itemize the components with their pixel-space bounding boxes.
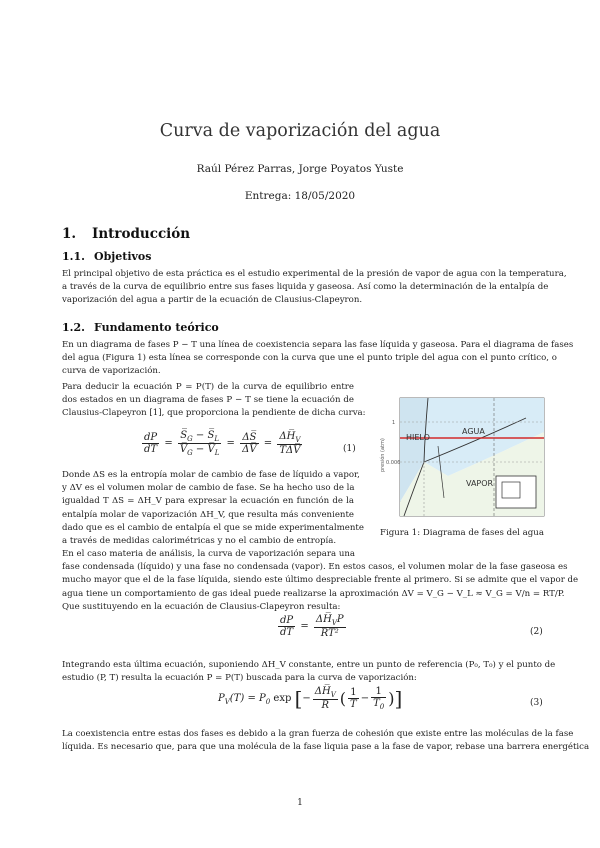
text-line: En un diagrama de fases P − T una línea de coexistencia separa las fase líquida y gaseosa. Para el diagrama de fases (62, 340, 574, 350)
subsection-title: Objetivos (94, 250, 152, 263)
label-agua: AGUA (462, 427, 485, 436)
label-vapor: VAPOR (466, 479, 494, 488)
integracion-paragraph (62, 659, 556, 685)
text-line: del agua (Figura 1) esta línea se corresponde con la curva que une el punto triple del agua con el punto crítico, o (62, 353, 557, 364)
text-line: igualdad T ΔS = ΔH_V para expresar la ecuación en función de la (62, 496, 354, 507)
y-axis-label: presión (atm) (380, 438, 386, 472)
section-number: 1. (62, 226, 77, 242)
text-line: dos estados en un diagrama de fases P − T se tiene la ecuación de (62, 395, 354, 406)
paper-title: Curva de vaporización del agua (159, 121, 441, 141)
text-line: agua tiene un comportamiento de gas ideal puede realizarse la aproximación ΔV = V_G − V_L ≈ V_G = V/n = RT/P. (62, 588, 565, 599)
subsection-heading-objetivos (62, 250, 151, 263)
text-line: mucho mayor que el de la fase líquida, siendo este último despreciable frente al primero. Si se admite que el vapor de (62, 575, 579, 586)
text-line: vaporización del agua a partir de la ecuación de Clausius-Clapeyron. (62, 295, 363, 306)
equation-ideal-gas-form: $\frac{dP}{dT}$ = $\frac{\Delta H̅_VP}{\text{RT²}}$ (280, 614, 344, 639)
paper-authors: Raúl Pérez Parras, Jorge Poyatos Yuste (196, 163, 404, 175)
text-line: y ΔV es el volumen molar de cambio de fase. Se ha hecho uso de la (62, 483, 355, 494)
text-line: Para deducir la ecuación P = P(T) de la curva de equilibrio entre (62, 382, 354, 392)
tick-label-top: 1 (392, 420, 396, 426)
tick-label-mid: 0.006 (386, 460, 401, 466)
page-number: 1 (297, 798, 303, 808)
equation-number: (1) (343, 444, 356, 454)
equation-vapor-pressure: $P_V(T) = P_0$ exp [− $\frac{\Delta H̅_V}{R}$ ( $\frac{1}{T}$ − $\frac{1}{T_0}$ )] (218, 686, 403, 711)
deduce-paragraph (62, 381, 366, 421)
intro-paragraph (62, 339, 574, 379)
text-line: Clausius-Clapeyron [1], que proporciona la pendiente de dicha curva: (62, 408, 366, 419)
text-line: En el caso materia de análisis, la curva de vaporización separa una (62, 549, 356, 559)
text-line: a través de medidas calorimétricas y no el cambio de entropía. (62, 536, 337, 547)
text-line: estudio (P, T) resulta la ecuación P = P(T) buscada para la curva de vaporización: (62, 673, 417, 684)
subsection-title: Fundamento teórico (94, 321, 219, 334)
subsection-heading-fundamento (62, 321, 219, 334)
text-line: Integrando esta última ecuación, suponiendo ΔH_V constante, entre un punto de referencia (P₀, T₀) y el punto de (62, 660, 556, 670)
section-heading-introduccion (62, 226, 190, 242)
text-line: curva de vaporización. (62, 366, 161, 377)
figure-phase-diagram (378, 392, 546, 520)
text-line: dado que es el cambio de entalpía el que se mide experimentalmente (62, 522, 364, 533)
caso-paragraph (62, 548, 579, 614)
text-line: líquida. Es necesario que, para que una molécula de la fase liquia pase a la fase de vapor, rebase una barrera energética (62, 742, 590, 753)
objetivos-paragraph (62, 268, 567, 308)
text-line: La coexistencia entre estas dos fases es debido a la gran fuerza de cohesión que existe entre las moléculas de la fase (62, 729, 574, 739)
text-line: Que sustituyendo en la ecuación de Clausius-Clapeyron resulta: (62, 601, 341, 612)
equation-number: (3) (530, 698, 543, 708)
subsection-number: 1.1. (62, 250, 85, 263)
figure-caption: Figura 1: Diagrama de fases del agua (380, 528, 544, 538)
text-line: Donde ΔS es la entropía molar de cambio de fase de líquido a vapor, (62, 470, 360, 480)
text-line: El principal objetivo de esta práctica es el estudio experimental de la presión de vapor de agua con la temperatura, (62, 269, 567, 279)
subsection-number: 1.2. (62, 321, 85, 334)
equation-clausius-clapeyron: $\frac{dP}{dT}$ = $\frac{S̅_G - S̅_L}{V̅_G - V̅_L}$ = $\frac{\Delta S̅}{\Delta V̅}$ = $\frac{\Delta H̅_V}{\text{TΔV̅}}$ (144, 430, 301, 457)
text-line: fase condensada (líquido) y una fase no condensada (vapor). En estos casos, el volumen molar de la fase gaseosa es (62, 562, 568, 573)
submission-date: Entrega: 18/05/2020 (244, 190, 356, 202)
equation-number: (2) (530, 627, 543, 637)
text-line: a través de la curva de equilibrio entre sus fases liquida y gaseosa. Así como la determinación de la entalpía de (62, 282, 549, 293)
donde-paragraph (62, 469, 364, 548)
section-title: Introducción (92, 226, 191, 242)
coexistencia-paragraph (62, 728, 590, 754)
text-line: entalpía molar de vaporización ΔH_V, que resulta más conveniente (62, 509, 354, 520)
phase-diagram-svg (378, 392, 546, 520)
label-hielo: HIELO (406, 433, 430, 442)
